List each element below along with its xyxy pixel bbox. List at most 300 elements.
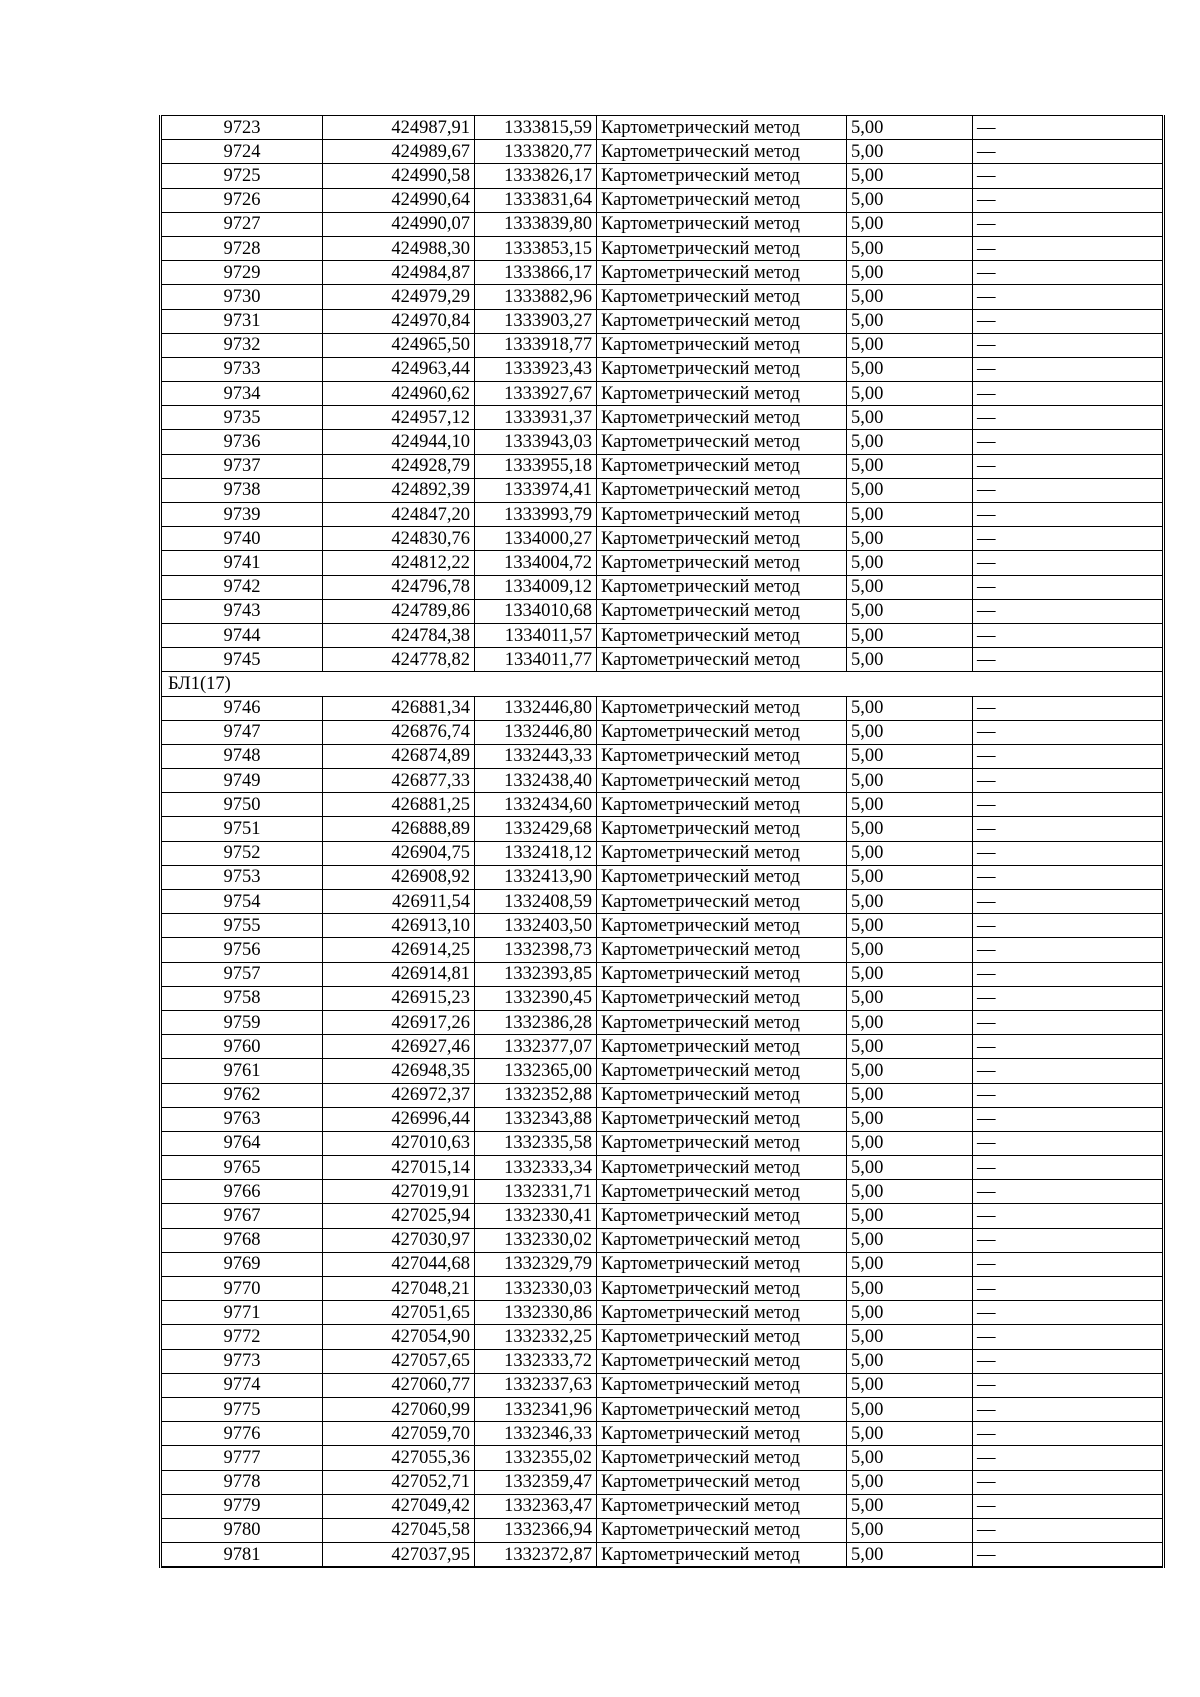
coordinate-x-cell: 426914,81: [323, 962, 475, 986]
coordinate-y-cell: 1332408,59: [475, 890, 597, 914]
accuracy-cell: 5,00: [847, 527, 973, 551]
table-row: [161, 285, 1164, 309]
method-cell: Картометрический метод: [597, 793, 847, 817]
point-number-cell: 9735: [161, 406, 323, 430]
point-number-cell: 9728: [161, 236, 323, 260]
accuracy-cell: 5,00: [847, 962, 973, 986]
coordinate-y-cell: 1332418,12: [475, 841, 597, 865]
coordinate-y-cell: 1332446,80: [475, 696, 597, 720]
point-number-cell: 9767: [161, 1204, 323, 1228]
accuracy-cell: 5,00: [847, 551, 973, 575]
point-number-cell: 9740: [161, 527, 323, 551]
accuracy-cell: 5,00: [847, 986, 973, 1010]
description-cell: —: [973, 164, 1164, 188]
point-number-cell: 9754: [161, 890, 323, 914]
table-row: [161, 212, 1164, 236]
description-cell: —: [973, 357, 1164, 381]
description-cell: —: [973, 575, 1164, 599]
description-cell: —: [973, 1518, 1164, 1542]
coordinate-y-cell: 1334010,68: [475, 599, 597, 623]
point-number-cell: 9756: [161, 938, 323, 962]
coordinate-x-cell: 424990,58: [323, 164, 475, 188]
point-number-cell: 9730: [161, 285, 323, 309]
coordinate-x-cell: 424928,79: [323, 454, 475, 478]
accuracy-cell: 5,00: [847, 938, 973, 962]
coordinate-y-cell: 1332346,33: [475, 1422, 597, 1446]
accuracy-cell: 5,00: [847, 1035, 973, 1059]
table-row: [161, 1349, 1164, 1373]
coordinate-x-cell: 427060,77: [323, 1373, 475, 1397]
accuracy-cell: 5,00: [847, 1131, 973, 1155]
point-number-cell: 9781: [161, 1543, 323, 1568]
method-cell: Картометрический метод: [597, 1325, 847, 1349]
description-cell: —: [973, 817, 1164, 841]
point-number-cell: 9779: [161, 1494, 323, 1518]
point-number-cell: 9772: [161, 1325, 323, 1349]
description-cell: —: [973, 236, 1164, 260]
table-row: [161, 648, 1164, 672]
description-cell: —: [973, 1373, 1164, 1397]
point-number-cell: 9729: [161, 261, 323, 285]
method-cell: Картометрический метод: [597, 1543, 847, 1568]
accuracy-cell: 5,00: [847, 1301, 973, 1325]
point-number-cell: 9758: [161, 986, 323, 1010]
coordinate-x-cell: 427044,68: [323, 1252, 475, 1276]
coordinate-y-cell: 1332363,47: [475, 1494, 597, 1518]
coordinate-x-cell: 426881,25: [323, 793, 475, 817]
coordinate-y-cell: 1332330,03: [475, 1277, 597, 1301]
description-cell: —: [973, 1446, 1164, 1470]
table-row: [161, 527, 1164, 551]
accuracy-cell: 5,00: [847, 454, 973, 478]
coordinate-y-cell: 1334000,27: [475, 527, 597, 551]
description-cell: —: [973, 454, 1164, 478]
coordinate-x-cell: 426911,54: [323, 890, 475, 914]
coordinate-y-cell: 1334011,57: [475, 623, 597, 647]
coordinate-y-cell: 1332372,87: [475, 1543, 597, 1568]
description-cell: —: [973, 188, 1164, 212]
description-cell: —: [973, 1107, 1164, 1131]
table-row: [161, 140, 1164, 164]
coordinate-x-cell: 427019,91: [323, 1180, 475, 1204]
coordinate-y-cell: 1332386,28: [475, 1010, 597, 1034]
point-number-cell: 9775: [161, 1397, 323, 1421]
coordinate-x-cell: 427057,65: [323, 1349, 475, 1373]
description-cell: —: [973, 261, 1164, 285]
accuracy-cell: 5,00: [847, 1373, 973, 1397]
method-cell: Картометрический метод: [597, 1131, 847, 1155]
coordinate-x-cell: 424988,30: [323, 236, 475, 260]
description-cell: —: [973, 648, 1164, 672]
method-cell: Картометрический метод: [597, 1373, 847, 1397]
point-number-cell: 9757: [161, 962, 323, 986]
table-row: [161, 1543, 1164, 1568]
accuracy-cell: 5,00: [847, 1397, 973, 1421]
coordinate-y-cell: 1333882,96: [475, 285, 597, 309]
description-cell: —: [973, 1397, 1164, 1421]
table-row: [161, 744, 1164, 768]
coordinate-y-cell: 1332330,86: [475, 1301, 597, 1325]
point-number-cell: 9742: [161, 575, 323, 599]
coordinate-y-cell: 1333820,77: [475, 140, 597, 164]
method-cell: Картометрический метод: [597, 430, 847, 454]
description-cell: —: [973, 1494, 1164, 1518]
table-row: [161, 1397, 1164, 1421]
method-cell: Картометрический метод: [597, 1446, 847, 1470]
coordinate-x-cell: 426915,23: [323, 986, 475, 1010]
description-cell: —: [973, 599, 1164, 623]
table-row: [161, 1059, 1164, 1083]
table-row: [161, 1518, 1164, 1542]
method-cell: Картометрический метод: [597, 648, 847, 672]
method-cell: Картометрический метод: [597, 1349, 847, 1373]
coordinate-y-cell: 1332329,79: [475, 1252, 597, 1276]
point-number-cell: 9738: [161, 478, 323, 502]
accuracy-cell: 5,00: [847, 430, 973, 454]
description-cell: —: [973, 720, 1164, 744]
method-cell: Картометрический метод: [597, 890, 847, 914]
coordinate-x-cell: 424965,50: [323, 333, 475, 357]
coordinate-x-cell: 424847,20: [323, 503, 475, 527]
coordinate-y-cell: 1332438,40: [475, 769, 597, 793]
point-number-cell: 9780: [161, 1518, 323, 1542]
coordinate-y-cell: 1333974,41: [475, 478, 597, 502]
table-row: [161, 430, 1164, 454]
method-cell: Картометрический метод: [597, 164, 847, 188]
method-cell: Картометрический метод: [597, 938, 847, 962]
coordinate-x-cell: 426913,10: [323, 914, 475, 938]
point-number-cell: 9750: [161, 793, 323, 817]
method-cell: Картометрический метод: [597, 406, 847, 430]
method-cell: Картометрический метод: [597, 116, 847, 140]
point-number-cell: 9747: [161, 720, 323, 744]
point-number-cell: 9736: [161, 430, 323, 454]
table-row: [161, 333, 1164, 357]
method-cell: Картометрический метод: [597, 1518, 847, 1542]
table-row: [161, 1422, 1164, 1446]
point-number-cell: 9770: [161, 1277, 323, 1301]
table-row: [161, 382, 1164, 406]
coordinate-x-cell: 424990,64: [323, 188, 475, 212]
accuracy-cell: 5,00: [847, 1494, 973, 1518]
coordinate-y-cell: 1333853,15: [475, 236, 597, 260]
method-cell: Картометрический метод: [597, 1107, 847, 1131]
method-cell: Картометрический метод: [597, 914, 847, 938]
accuracy-cell: 5,00: [847, 1277, 973, 1301]
coordinate-x-cell: 424789,86: [323, 599, 475, 623]
point-number-cell: 9768: [161, 1228, 323, 1252]
description-cell: —: [973, 793, 1164, 817]
point-number-cell: 9771: [161, 1301, 323, 1325]
accuracy-cell: 5,00: [847, 285, 973, 309]
accuracy-cell: 5,00: [847, 793, 973, 817]
method-cell: Картометрический метод: [597, 285, 847, 309]
description-cell: —: [973, 841, 1164, 865]
description-cell: —: [973, 527, 1164, 551]
point-number-cell: 9760: [161, 1035, 323, 1059]
table-row: [161, 599, 1164, 623]
coordinate-y-cell: 1333815,59: [475, 116, 597, 140]
coordinate-y-cell: 1332337,63: [475, 1373, 597, 1397]
coordinate-x-cell: 424778,82: [323, 648, 475, 672]
table-row: [161, 503, 1164, 527]
accuracy-cell: 5,00: [847, 261, 973, 285]
table-row: [161, 1228, 1164, 1252]
method-cell: Картометрический метод: [597, 1083, 847, 1107]
accuracy-cell: 5,00: [847, 1204, 973, 1228]
coordinate-x-cell: 424957,12: [323, 406, 475, 430]
accuracy-cell: 5,00: [847, 575, 973, 599]
table-row: [161, 1277, 1164, 1301]
description-cell: —: [973, 430, 1164, 454]
method-cell: Картометрический метод: [597, 1204, 847, 1228]
description-cell: —: [973, 769, 1164, 793]
point-number-cell: 9766: [161, 1180, 323, 1204]
coordinate-x-cell: 424989,67: [323, 140, 475, 164]
accuracy-cell: 5,00: [847, 1349, 973, 1373]
point-number-cell: 9749: [161, 769, 323, 793]
accuracy-cell: 5,00: [847, 744, 973, 768]
coordinate-x-cell: 427059,70: [323, 1422, 475, 1446]
table-row: [161, 890, 1164, 914]
point-number-cell: 9739: [161, 503, 323, 527]
description-cell: —: [973, 333, 1164, 357]
method-cell: Картометрический метод: [597, 478, 847, 502]
accuracy-cell: 5,00: [847, 914, 973, 938]
coordinate-x-cell: 427054,90: [323, 1325, 475, 1349]
point-number-cell: 9743: [161, 599, 323, 623]
method-cell: Картометрический метод: [597, 261, 847, 285]
table-row: [161, 1494, 1164, 1518]
coordinate-x-cell: 426917,26: [323, 1010, 475, 1034]
table-row: [161, 454, 1164, 478]
coordinate-x-cell: 426948,35: [323, 1059, 475, 1083]
coordinate-y-cell: 1333918,77: [475, 333, 597, 357]
coordinate-y-cell: 1332359,47: [475, 1470, 597, 1494]
method-cell: Картометрический метод: [597, 1470, 847, 1494]
coordinate-y-cell: 1332343,88: [475, 1107, 597, 1131]
accuracy-cell: 5,00: [847, 1446, 973, 1470]
accuracy-cell: 5,00: [847, 720, 973, 744]
method-cell: Картометрический метод: [597, 865, 847, 889]
coordinate-x-cell: 424987,91: [323, 116, 475, 140]
accuracy-cell: 5,00: [847, 1518, 973, 1542]
point-number-cell: 9748: [161, 744, 323, 768]
accuracy-cell: 5,00: [847, 478, 973, 502]
table-row: [161, 1010, 1164, 1034]
accuracy-cell: 5,00: [847, 382, 973, 406]
coordinate-x-cell: 427037,95: [323, 1543, 475, 1568]
coordinate-y-cell: 1332429,68: [475, 817, 597, 841]
point-number-cell: 9769: [161, 1252, 323, 1276]
coordinate-x-cell: 424984,87: [323, 261, 475, 285]
point-number-cell: 9732: [161, 333, 323, 357]
description-cell: —: [973, 938, 1164, 962]
coordinate-y-cell: 1332390,45: [475, 986, 597, 1010]
description-cell: —: [973, 1180, 1164, 1204]
coordinate-y-cell: 1332366,94: [475, 1518, 597, 1542]
coordinates-table-body: [161, 116, 1164, 1568]
coordinate-x-cell: 426996,44: [323, 1107, 475, 1131]
table-row: [161, 914, 1164, 938]
coordinate-y-cell: 1333839,80: [475, 212, 597, 236]
table-row: [161, 1083, 1164, 1107]
method-cell: Картометрический метод: [597, 333, 847, 357]
point-number-cell: 9773: [161, 1349, 323, 1373]
coordinate-y-cell: 1332355,02: [475, 1446, 597, 1470]
description-cell: —: [973, 285, 1164, 309]
coordinate-x-cell: 424784,38: [323, 623, 475, 647]
coordinate-y-cell: 1334011,77: [475, 648, 597, 672]
coordinate-y-cell: 1332446,80: [475, 720, 597, 744]
coordinate-x-cell: 426914,25: [323, 938, 475, 962]
description-cell: —: [973, 1325, 1164, 1349]
description-cell: —: [973, 986, 1164, 1010]
description-cell: —: [973, 623, 1164, 647]
coordinate-y-cell: 1333831,64: [475, 188, 597, 212]
accuracy-cell: 5,00: [847, 865, 973, 889]
point-number-cell: 9751: [161, 817, 323, 841]
point-number-cell: 9723: [161, 116, 323, 140]
method-cell: Картометрический метод: [597, 1277, 847, 1301]
method-cell: Картометрический метод: [597, 551, 847, 575]
coordinate-y-cell: 1332330,02: [475, 1228, 597, 1252]
point-number-cell: 9763: [161, 1107, 323, 1131]
method-cell: Картометрический метод: [597, 357, 847, 381]
coordinate-x-cell: 427049,42: [323, 1494, 475, 1518]
method-cell: Картометрический метод: [597, 212, 847, 236]
accuracy-cell: 5,00: [847, 1156, 973, 1180]
accuracy-cell: 5,00: [847, 333, 973, 357]
coordinate-x-cell: 424960,62: [323, 382, 475, 406]
method-cell: Картометрический метод: [597, 454, 847, 478]
table-row: [161, 188, 1164, 212]
coordinate-y-cell: 1333866,17: [475, 261, 597, 285]
method-cell: Картометрический метод: [597, 140, 847, 164]
coordinate-y-cell: 1332352,88: [475, 1083, 597, 1107]
table-row: [161, 575, 1164, 599]
coordinate-y-cell: 1332330,41: [475, 1204, 597, 1228]
accuracy-cell: 5,00: [847, 1470, 973, 1494]
description-cell: —: [973, 1470, 1164, 1494]
section-header-row: [161, 672, 1164, 696]
coordinate-y-cell: 1332393,85: [475, 962, 597, 986]
coordinate-x-cell: 427048,21: [323, 1277, 475, 1301]
accuracy-cell: 5,00: [847, 357, 973, 381]
coordinate-y-cell: 1333826,17: [475, 164, 597, 188]
coordinate-y-cell: 1332403,50: [475, 914, 597, 938]
table-row: [161, 236, 1164, 260]
description-cell: —: [973, 1204, 1164, 1228]
coordinate-x-cell: 427051,65: [323, 1301, 475, 1325]
accuracy-cell: 5,00: [847, 769, 973, 793]
coordinate-x-cell: 426888,89: [323, 817, 475, 841]
table-row: [161, 1470, 1164, 1494]
point-number-cell: 9745: [161, 648, 323, 672]
table-row: [161, 841, 1164, 865]
coordinate-x-cell: 426972,37: [323, 1083, 475, 1107]
method-cell: Картометрический метод: [597, 1397, 847, 1421]
method-cell: Картометрический метод: [597, 1035, 847, 1059]
coordinate-y-cell: 1334004,72: [475, 551, 597, 575]
coordinate-y-cell: 1332333,72: [475, 1349, 597, 1373]
method-cell: Картометрический метод: [597, 744, 847, 768]
table-row: [161, 116, 1164, 140]
accuracy-cell: 5,00: [847, 503, 973, 527]
accuracy-cell: 5,00: [847, 140, 973, 164]
point-number-cell: 9765: [161, 1156, 323, 1180]
accuracy-cell: 5,00: [847, 1010, 973, 1034]
table-row: [161, 720, 1164, 744]
method-cell: Картометрический метод: [597, 817, 847, 841]
method-cell: Картометрический метод: [597, 1059, 847, 1083]
description-cell: —: [973, 696, 1164, 720]
coordinate-y-cell: 1332332,25: [475, 1325, 597, 1349]
table-row: [161, 1107, 1164, 1131]
table-row: [161, 769, 1164, 793]
method-cell: Картометрический метод: [597, 1228, 847, 1252]
table-row: [161, 406, 1164, 430]
point-number-cell: 9761: [161, 1059, 323, 1083]
accuracy-cell: 5,00: [847, 236, 973, 260]
method-cell: Картометрический метод: [597, 962, 847, 986]
table-row: [161, 551, 1164, 575]
accuracy-cell: 5,00: [847, 188, 973, 212]
point-number-cell: 9753: [161, 865, 323, 889]
table-row: [161, 1035, 1164, 1059]
coordinate-x-cell: 427030,97: [323, 1228, 475, 1252]
method-cell: Картометрический метод: [597, 720, 847, 744]
point-number-cell: 9752: [161, 841, 323, 865]
table-row: [161, 261, 1164, 285]
table-row: [161, 357, 1164, 381]
description-cell: —: [973, 1349, 1164, 1373]
point-number-cell: 9755: [161, 914, 323, 938]
table-row: [161, 623, 1164, 647]
coordinate-y-cell: 1332443,33: [475, 744, 597, 768]
accuracy-cell: 5,00: [847, 309, 973, 333]
coordinate-y-cell: 1332398,73: [475, 938, 597, 962]
point-number-cell: 9725: [161, 164, 323, 188]
method-cell: Картометрический метод: [597, 599, 847, 623]
description-cell: —: [973, 1228, 1164, 1252]
description-cell: —: [973, 1010, 1164, 1034]
method-cell: Картометрический метод: [597, 1252, 847, 1276]
description-cell: —: [973, 1301, 1164, 1325]
description-cell: —: [973, 914, 1164, 938]
description-cell: —: [973, 1131, 1164, 1155]
coordinate-x-cell: 427052,71: [323, 1470, 475, 1494]
description-cell: —: [973, 1277, 1164, 1301]
table-row: [161, 1252, 1164, 1276]
description-cell: —: [973, 1252, 1164, 1276]
coordinate-x-cell: 424990,07: [323, 212, 475, 236]
table-row: [161, 1156, 1164, 1180]
coordinate-x-cell: 426876,74: [323, 720, 475, 744]
description-cell: —: [973, 503, 1164, 527]
point-number-cell: 9744: [161, 623, 323, 647]
accuracy-cell: 5,00: [847, 1107, 973, 1131]
table-row: [161, 865, 1164, 889]
coordinate-x-cell: 424970,84: [323, 309, 475, 333]
description-cell: —: [973, 962, 1164, 986]
description-cell: —: [973, 382, 1164, 406]
description-cell: —: [973, 744, 1164, 768]
point-number-cell: 9733: [161, 357, 323, 381]
table-row: [161, 938, 1164, 962]
table-row: [161, 1373, 1164, 1397]
accuracy-cell: 5,00: [847, 841, 973, 865]
